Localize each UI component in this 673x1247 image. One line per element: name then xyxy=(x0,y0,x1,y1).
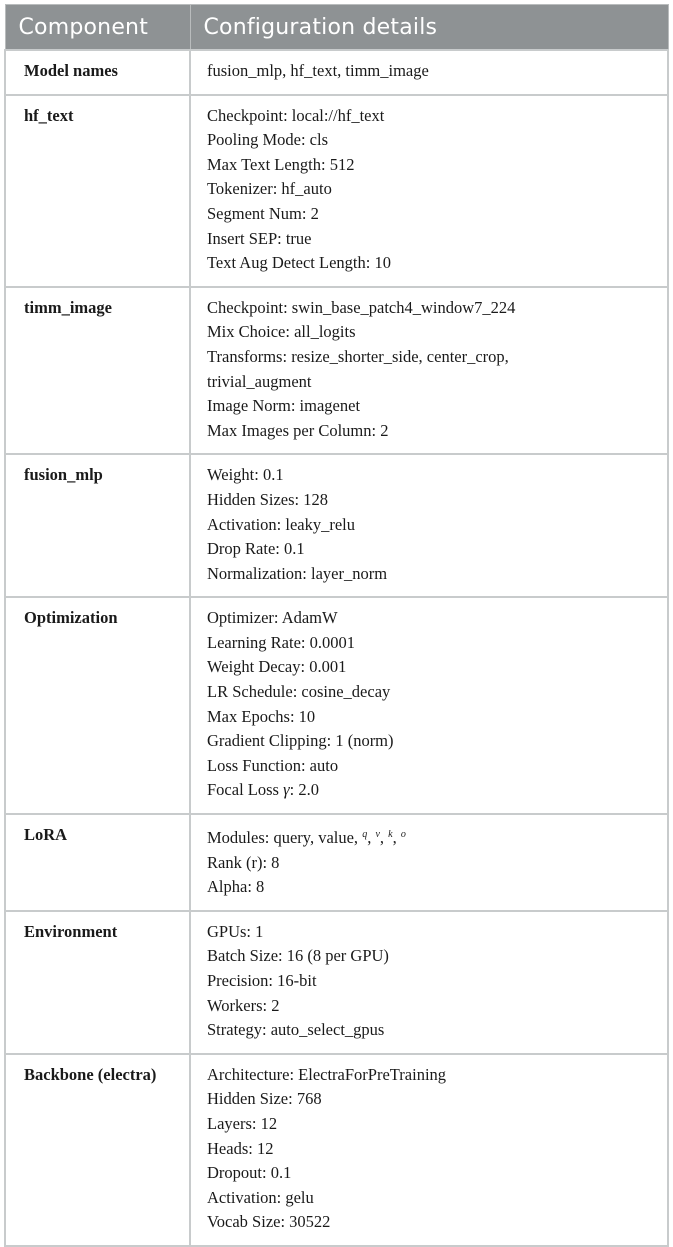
detail-line: Learning Rate: 0.0001 xyxy=(207,632,356,652)
detail-line: Tokenizer: hf_auto xyxy=(207,179,332,199)
details-cell xyxy=(190,814,668,911)
details-cell xyxy=(190,1054,668,1246)
separator: , xyxy=(367,828,376,848)
detail-line: Checkpoint: swin_base_patch4_window7_224 xyxy=(207,297,516,317)
detail-line: Max Epochs: 10 xyxy=(207,706,316,726)
details-cell xyxy=(190,597,668,814)
detail-line: Checkpoint: local://hf_text xyxy=(207,105,385,125)
component-cell: LoRA xyxy=(5,814,190,911)
detail-line: Segment Num: 2 xyxy=(207,203,319,223)
detail-line: Workers: 2 xyxy=(207,995,280,1015)
detail-line: Max Images per Column: 2 xyxy=(207,420,389,440)
detail-line: Architecture: ElectraForPreTraining xyxy=(207,1064,447,1084)
detail-line-modules xyxy=(207,823,667,851)
header-configuration-details: Configuration details xyxy=(190,5,668,51)
focal-loss-value: : 2.0 xyxy=(289,780,319,800)
module-k: k xyxy=(388,829,393,841)
details-cell xyxy=(190,50,668,95)
table-row-lora xyxy=(5,814,668,911)
detail-line: Strategy: auto_select_gpus xyxy=(207,1020,385,1040)
module-o: o xyxy=(400,829,406,841)
component-cell: Model names xyxy=(5,50,190,95)
component-cell: timm_image xyxy=(5,287,190,455)
detail-line: Layers: 12 xyxy=(207,1113,278,1133)
detail-line: Insert SEP: true xyxy=(207,228,312,248)
detail-line: trivial_augment xyxy=(207,371,312,391)
detail-line: Dropout: 0.1 xyxy=(207,1163,292,1183)
detail-line: Activation: gelu xyxy=(207,1187,314,1207)
detail-line: Transforms: resize_shorter_side, center_crop, xyxy=(207,346,509,366)
details-cell xyxy=(190,911,668,1054)
detail-line: Max Text Length: 512 xyxy=(207,154,355,174)
component-cell: Backbone (electra) xyxy=(5,1054,190,1246)
detail-line: Weight Decay: 0.001 xyxy=(207,657,347,677)
details-cell xyxy=(190,287,668,455)
detail-line: Weight: 0.1 xyxy=(207,465,284,485)
modules-label: Modules: query, value, xyxy=(207,828,363,848)
table-row-backbone xyxy=(5,1054,668,1246)
detail-line: fusion_mlp, hf_text, timm_image xyxy=(207,61,429,80)
detail-line: Rank (r): 8 xyxy=(207,852,280,872)
table-row-environment xyxy=(5,911,668,1054)
detail-line: Hidden Sizes: 128 xyxy=(207,489,328,509)
detail-line: Activation: leaky_relu xyxy=(207,514,355,534)
detail-line: Precision: 16-bit xyxy=(207,971,317,990)
detail-line: Image Norm: imagenet xyxy=(207,396,361,416)
component-cell: Optimization xyxy=(5,597,190,814)
separator: , xyxy=(379,828,389,848)
table-row-timm-image xyxy=(5,287,668,455)
table-row-model-names xyxy=(5,50,668,95)
detail-line-focal-loss xyxy=(207,778,667,803)
detail-line: Batch Size: 16 (8 per GPU) xyxy=(207,946,389,966)
module-v: v xyxy=(375,829,380,841)
detail-line: Pooling Mode: cls xyxy=(207,130,329,150)
table-row-fusion-mlp xyxy=(5,454,668,597)
header-row xyxy=(5,5,668,51)
detail-line: Heads: 12 xyxy=(207,1138,274,1158)
component-cell: fusion_mlp xyxy=(5,454,190,597)
table-row-optimization xyxy=(5,597,668,814)
separator: , xyxy=(392,828,401,848)
details-cell xyxy=(190,95,668,287)
detail-line: GPUs: 1 xyxy=(207,921,264,941)
module-q: q xyxy=(362,829,368,841)
detail-line: Text Aug Detect Length: 10 xyxy=(207,253,391,273)
detail-line: Optimizer: AdamW xyxy=(207,608,338,628)
table-row-hf-text xyxy=(5,95,668,287)
detail-line: Drop Rate: 0.1 xyxy=(207,539,305,559)
detail-line: Gradient Clipping: 1 (norm) xyxy=(207,731,394,751)
detail-line: Mix Choice: all_logits xyxy=(207,322,356,342)
component-cell: hf_text xyxy=(5,95,190,287)
detail-line: Alpha: 8 xyxy=(207,877,265,897)
component-cell: Environment xyxy=(5,911,190,1054)
detail-line: Vocab Size: 30522 xyxy=(207,1212,331,1232)
detail-line: Normalization: layer_norm xyxy=(207,563,388,583)
detail-line: Hidden Size: 768 xyxy=(207,1089,322,1109)
gamma-symbol: γ xyxy=(283,780,290,800)
detail-line: Loss Function: auto xyxy=(207,755,339,775)
details-cell xyxy=(190,454,668,597)
focal-loss-label: Focal Loss xyxy=(207,780,284,800)
header-component: Component xyxy=(5,5,190,51)
detail-line: LR Schedule: cosine_decay xyxy=(207,682,391,702)
configuration-table xyxy=(4,4,669,1247)
